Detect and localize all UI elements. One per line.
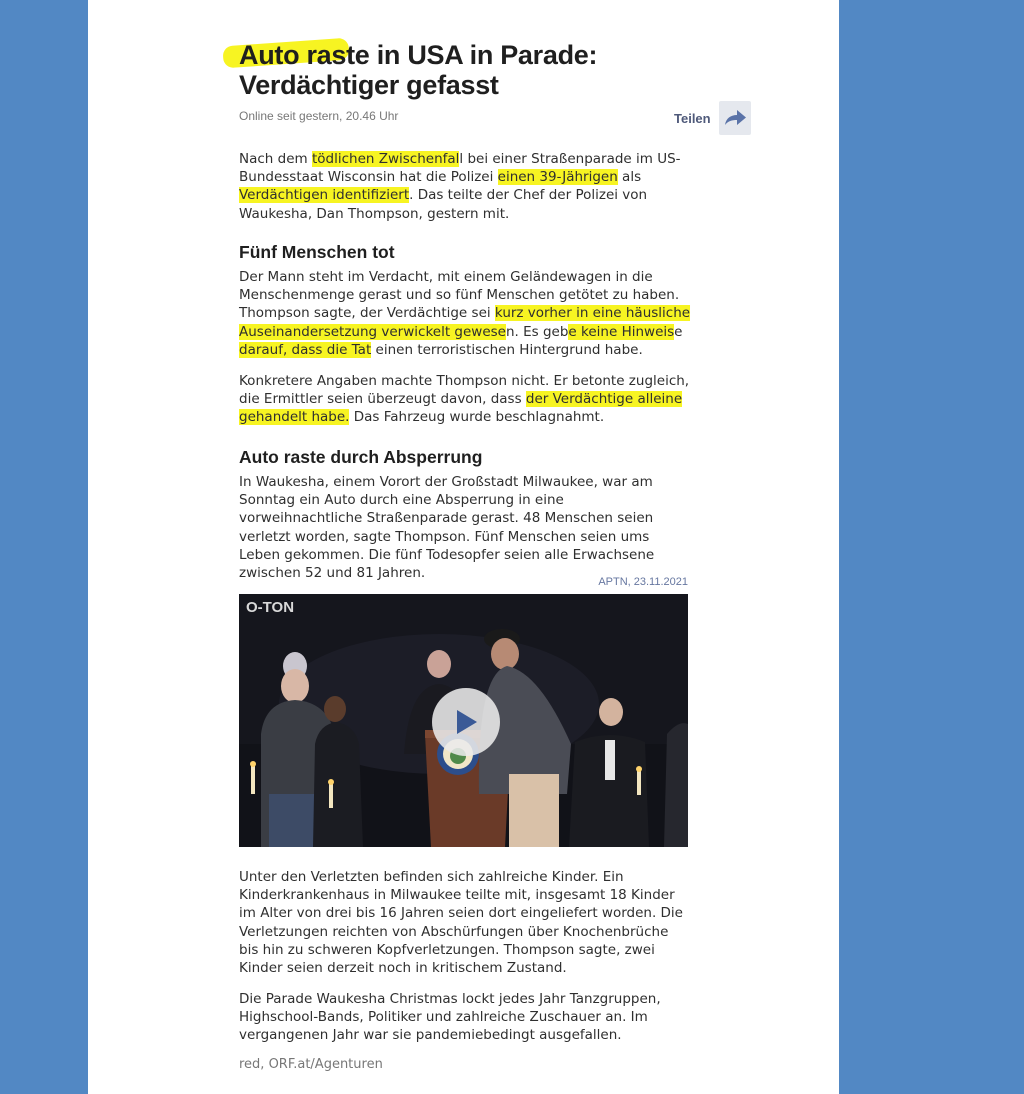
text-segment: n. Es geb <box>505 323 569 340</box>
text-segment: Das Fahrzeug wurde beschlagnahmt. <box>349 409 605 426</box>
paragraph-angaben <box>239 372 691 427</box>
video-player[interactable] <box>239 594 688 847</box>
text-segment: als <box>617 169 642 186</box>
subheading-absperrung: Auto raste durch Absperrung <box>239 447 483 467</box>
share-arrow-icon <box>723 109 747 127</box>
play-button[interactable] <box>432 688 500 756</box>
paragraph-verdacht <box>239 268 691 359</box>
paragraph-waukesha: In Waukesha, einem Vorort der Großstadt Milwaukee, war am Sonntag ein Auto durch eine Absperrung in eine vorweihnachtliche Straßenparade gerast. 48 Menschen seien verletzt worden, sagte Thompson. Fünf Menschen seien ums Leben gekommen. Die fünf Todesopfer seien alle Erwachsene zwischen 52 und 81 Jahren. <box>239 474 655 582</box>
text-segment: Der Mann steht im Verdacht, mit einem Geländewagen in die Menschenmenge gerast und so fünf Menschen getötet zu haben. Thompson sagte, der Verdächtige sei <box>239 269 680 322</box>
highlighted-text: der Verdächtige alleine gehandelt habe. <box>239 391 683 426</box>
paragraph-verletzte-kinder: Unter den Verletzten befinden sich zahlreiche Kinder. Ein Kinderkrankenhaus in Milwaukee teilte mit, insgesamt 18 Kinder im Alter von drei bis 16 Jahren seien dort eingeliefert worden. Die Verletzungen reichten von Abschürfungen über Knochenbrüche bis hin zu schweren Kopfverletzungen. Thompson sagte, zwei Kinder seien derzeit noch in kritischem Zustand. <box>239 869 683 977</box>
video-oton-label: O-TON <box>246 599 295 616</box>
text-segment: Nach dem <box>239 151 312 167</box>
text-segment: e <box>674 323 683 340</box>
article-page <box>88 0 839 1094</box>
paragraph-parade: Die Parade Waukesha Christmas lockt jedes Jahr Tanzgruppen, Highschool-Bands, Politiker und zahlreiche Zuschauer an. Im vergangenen Jahr war sie pandemiebedingt ausgefallen. <box>239 991 661 1044</box>
publish-meta: Online seit gestern, 20.46 Uhr <box>239 109 399 123</box>
article-title <box>239 40 619 100</box>
text-segment: einen terroristischen Hintergrund habe. <box>371 341 643 358</box>
highlighted-text: einen 39-Jährigen <box>497 169 618 186</box>
highlighted-text: Verdächtigen identifiziert <box>239 187 410 204</box>
text-segment: . Das teilte der Chef der Polizei von Waukesha, Dan Thompson, gestern mit. <box>239 187 648 222</box>
article-title-line1: Auto raste in USA in Parade: <box>239 40 598 70</box>
highlighted-text: e keine Hinweis <box>568 323 675 340</box>
highlighted-text: kurz vorher in eine häusliche Auseinandersetzung verwickelt gewese <box>239 305 691 340</box>
share-label[interactable]: Teilen <box>674 110 711 126</box>
text-segment: l bei einer Straßenparade im US-Bundesstaat Wisconsin hat die Polizei <box>239 151 681 186</box>
video-credit: APTN, 23.11.2021 <box>598 576 688 588</box>
highlighted-text: darauf, dass die Tat <box>239 341 372 358</box>
share-control[interactable] <box>674 101 751 135</box>
share-button[interactable] <box>719 101 751 135</box>
highlighted-text: tödlichen Zwischenfal <box>311 151 460 167</box>
play-icon <box>453 708 479 736</box>
article-title-line2: Verdächtiger gefasst <box>239 70 499 100</box>
subheading-fuenf-menschen-tot: Fünf Menschen tot <box>239 242 395 262</box>
article-source: red, ORF.at/Agenturen <box>239 1057 383 1072</box>
text-segment: Konkretere Angaben machte Thompson nicht. Er betonte zugleich, die Ermittler seien überzeugt davon, dass <box>239 373 690 408</box>
paragraph-intro <box>239 150 691 223</box>
